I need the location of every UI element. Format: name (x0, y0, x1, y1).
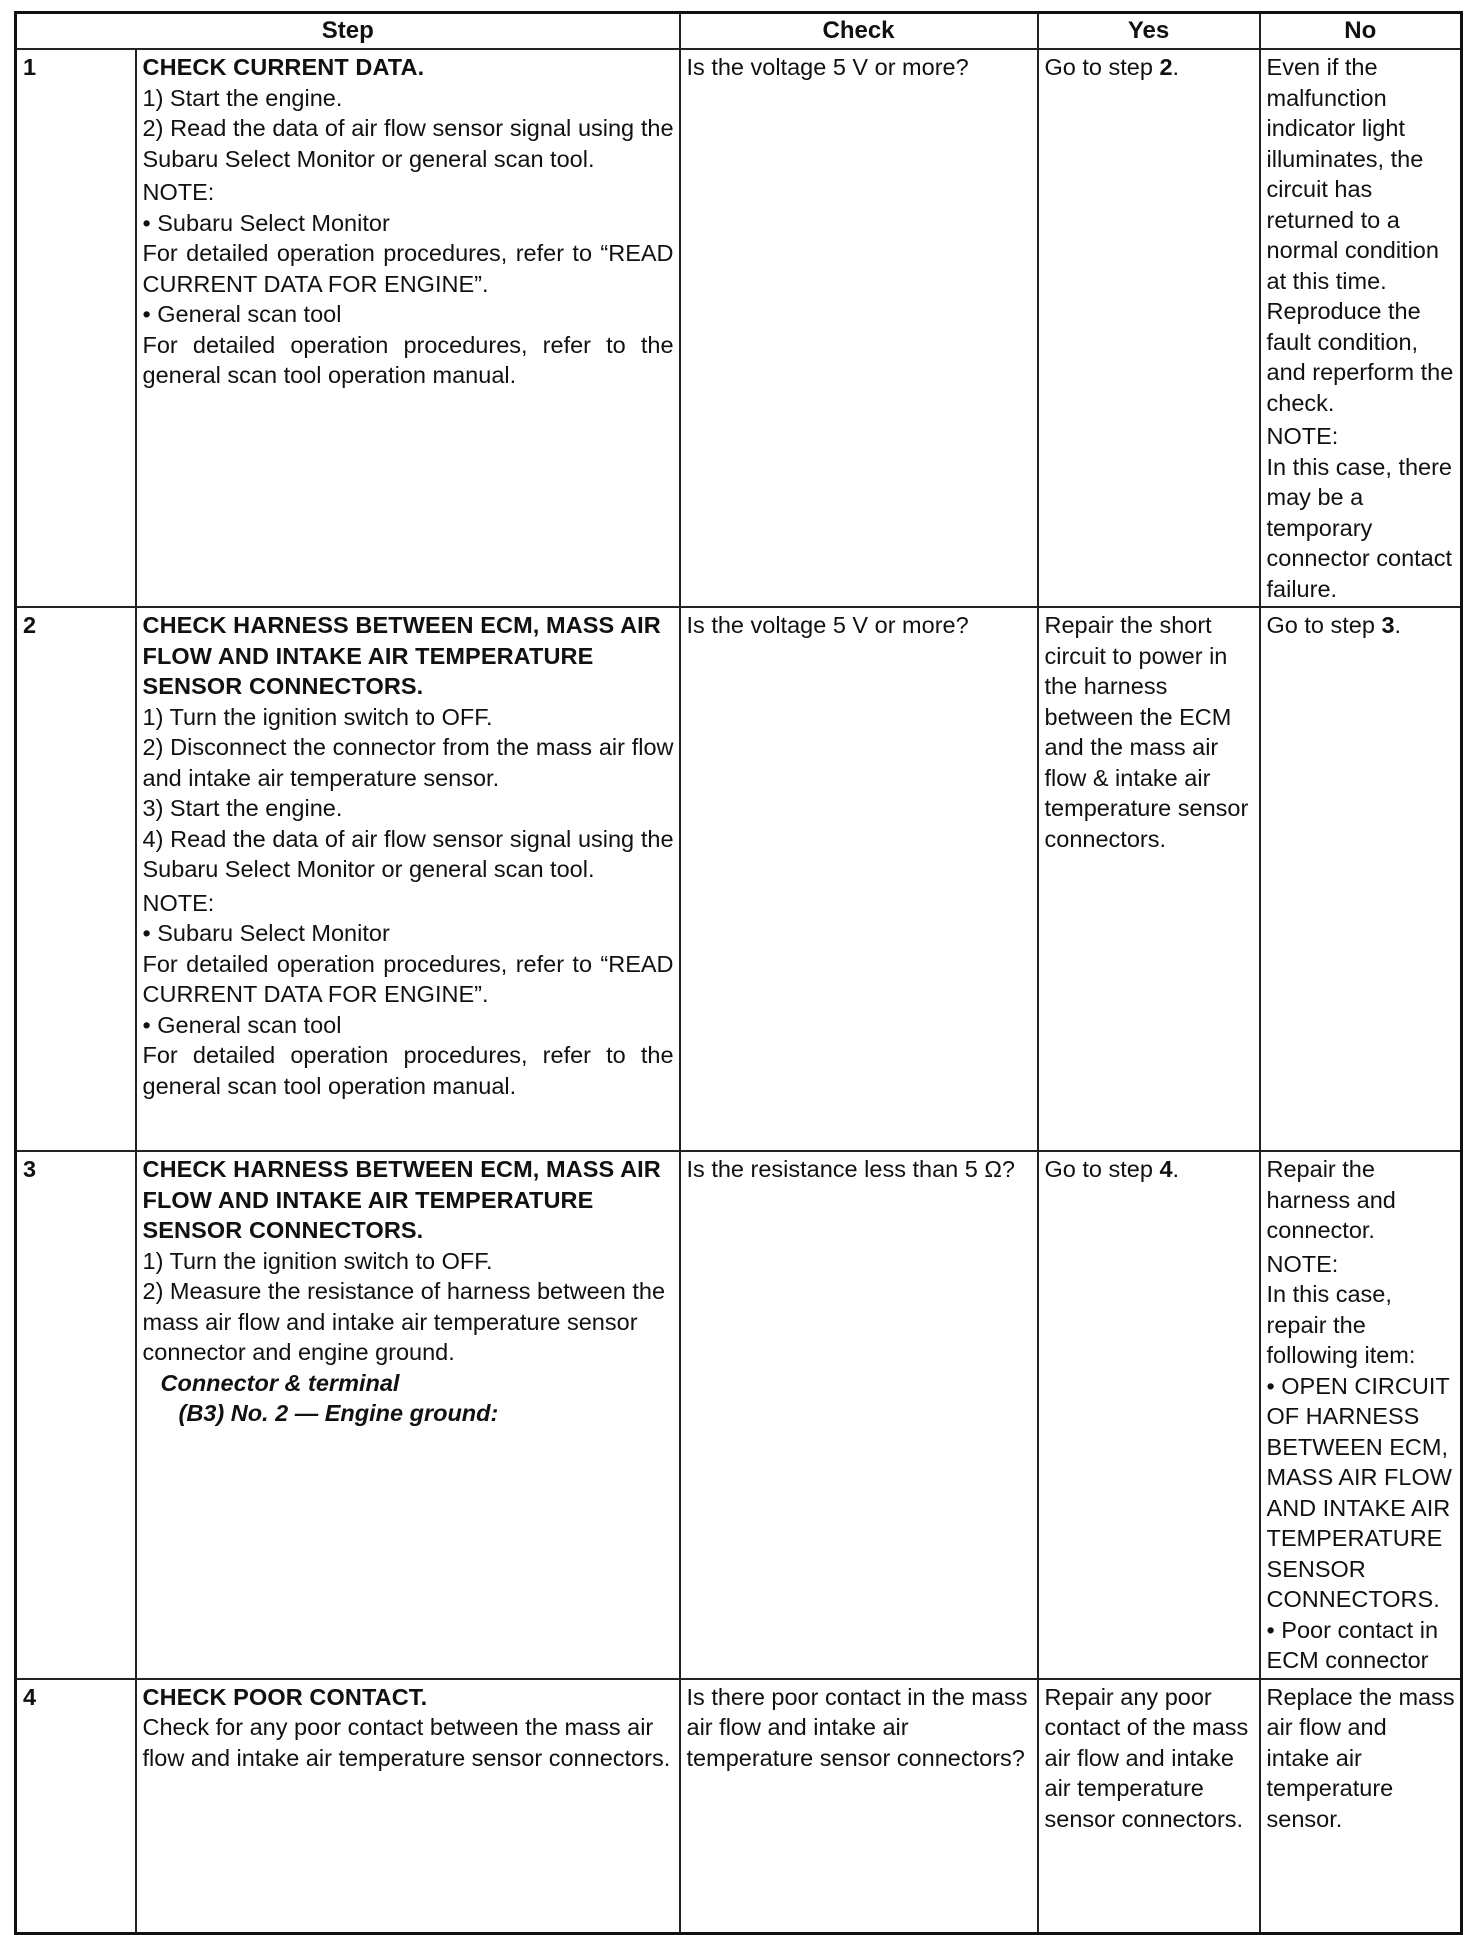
note-line: • General scan tool (142, 1011, 342, 1038)
step-number: 2 (16, 607, 136, 1151)
note-line: • Subaru Select Monitor (142, 920, 390, 946)
yes-prefix: Go to step (1044, 1156, 1160, 1182)
note-line: For detailed operation procedures, refer to “READ CURRENT DATA FOR ENGINE”. (142, 950, 674, 1007)
note-line: For detailed operation procedures, refer to the general scan tool operation manual. (142, 331, 674, 388)
step-title: CHECK POOR CONTACT. (142, 1683, 428, 1710)
header-no: No (1260, 13, 1462, 50)
yes-suffix: . (1172, 1156, 1180, 1182)
step-line: 1) Turn the ignition switch to OFF. (142, 1247, 493, 1274)
table-row (16, 607, 1462, 1151)
note-line: For detailed operation procedures, refer to “READ CURRENT DATA FOR ENGINE”. (142, 240, 674, 297)
check-cell: Is there poor contact in the mass air flow and intake air temperature sensor connectors? (680, 1679, 1038, 1934)
yes-cell: Repair any poor contact of the mass air flow and intake air temperature sensor connectors. (1038, 1679, 1260, 1934)
step-line: 3) Start the engine. (142, 795, 343, 821)
step-title: CHECK HARNESS BETWEEN ECM, MASS AIR FLOW AND INTAKE AIR TEMPERATURE SENSOR CONNECTORS. (142, 612, 661, 699)
note-line: • General scan tool (142, 301, 342, 327)
no-cell (1260, 607, 1462, 1151)
no-item: • OPEN CIRCUIT OF HARNESS BETWEEN ECM, MASS AIR FLOW AND INTAKE AIR TEMPERATURE SENSOR CONNECTORS. (1266, 1372, 1452, 1612)
yes-cell: Repair the short circuit to power in the harness between the ECM and the mass air flow & intake air temperature sensor connectors. (1038, 607, 1260, 1151)
no-step-ref: 3 (1381, 612, 1395, 638)
note-label: NOTE: (142, 179, 215, 205)
no-cell (1260, 1151, 1462, 1679)
yes-suffix: . (1172, 54, 1180, 80)
step-line: 2) Disconnect the connector from the mass air flow and intake air temperature sensor. (142, 734, 674, 791)
no-note-label: NOTE: (1266, 1250, 1339, 1277)
step-cell (136, 1151, 680, 1679)
note-line: For detailed operation procedures, refer to the general scan tool operation manual. (142, 1042, 674, 1099)
table-row (16, 49, 1462, 607)
no-prefix: Go to step (1266, 612, 1382, 638)
step-cell (136, 49, 680, 607)
note-line: • Subaru Select Monitor (142, 209, 390, 236)
no-note: In this case, there may be a temporary connector contact failure. (1266, 453, 1453, 602)
yes-prefix: Go to step (1044, 54, 1160, 80)
diagnostic-page (14, 11, 1460, 1835)
check-cell: Is the voltage 5 V or more? (680, 607, 1038, 1151)
step-number: 1 (16, 49, 136, 607)
table-row (16, 1679, 1462, 1934)
no-text: Even if the malfunction indicator light illuminates, the circuit has returned to a normal condition at this time. Reproduce the fault condition, and reperform the check. (1266, 54, 1454, 416)
yes-step-ref: 4 (1159, 1156, 1173, 1182)
step-line: 1) Turn the ignition switch to OFF. (142, 703, 493, 730)
note-label: NOTE: (142, 889, 215, 916)
step-number: 3 (16, 1151, 136, 1679)
no-suffix: . (1394, 612, 1402, 638)
check-cell: Is the resistance less than 5 Ω? (680, 1151, 1038, 1679)
step-line: 2) Measure the resistance of harness between the mass air flow and intake air temperature sensor connector and engine ground. (142, 1278, 666, 1365)
connector-value: (B3) No. 2 — Engine ground: (178, 1400, 499, 1426)
header-step: Step (16, 13, 680, 50)
no-note-label: NOTE: (1266, 423, 1339, 449)
check-cell: Is the voltage 5 V or more? (680, 49, 1038, 607)
step-title: CHECK CURRENT DATA. (142, 54, 425, 80)
step-number: 4 (16, 1679, 136, 1934)
connector-label: Connector & terminal (160, 1369, 400, 1396)
yes-step-ref: 2 (1159, 54, 1173, 80)
step-cell (136, 1679, 680, 1934)
no-note: In this case, repair the following item: (1266, 1281, 1416, 1368)
header-check: Check (680, 13, 1038, 50)
step-line: 1) Start the engine. (142, 84, 343, 111)
no-cell: Replace the mass air flow and intake air temperature sensor. (1260, 1679, 1462, 1934)
no-text: Repair the harness and connector. (1266, 1156, 1396, 1243)
diagnostic-table (14, 11, 1463, 1935)
step-line: Check for any poor contact between the mass air flow and intake air temperature sensor connectors. (142, 1714, 671, 1771)
table-row (16, 1151, 1462, 1679)
step-cell (136, 607, 680, 1151)
no-cell (1260, 49, 1462, 607)
table-header-row (16, 13, 1462, 50)
yes-cell (1038, 1151, 1260, 1679)
no-item: • Poor contact in ECM connector (1266, 1616, 1439, 1673)
step-title: CHECK HARNESS BETWEEN ECM, MASS AIR FLOW AND INTAKE AIR TEMPERATURE SENSOR CONNECTORS. (142, 1156, 661, 1243)
step-line: 2) Read the data of air flow sensor signal using the Subaru Select Monitor or general scan tool. (142, 115, 674, 172)
step-line: 4) Read the data of air flow sensor signal using the Subaru Select Monitor or general scan tool. (142, 825, 674, 882)
header-yes: Yes (1038, 13, 1260, 50)
yes-cell (1038, 49, 1260, 607)
